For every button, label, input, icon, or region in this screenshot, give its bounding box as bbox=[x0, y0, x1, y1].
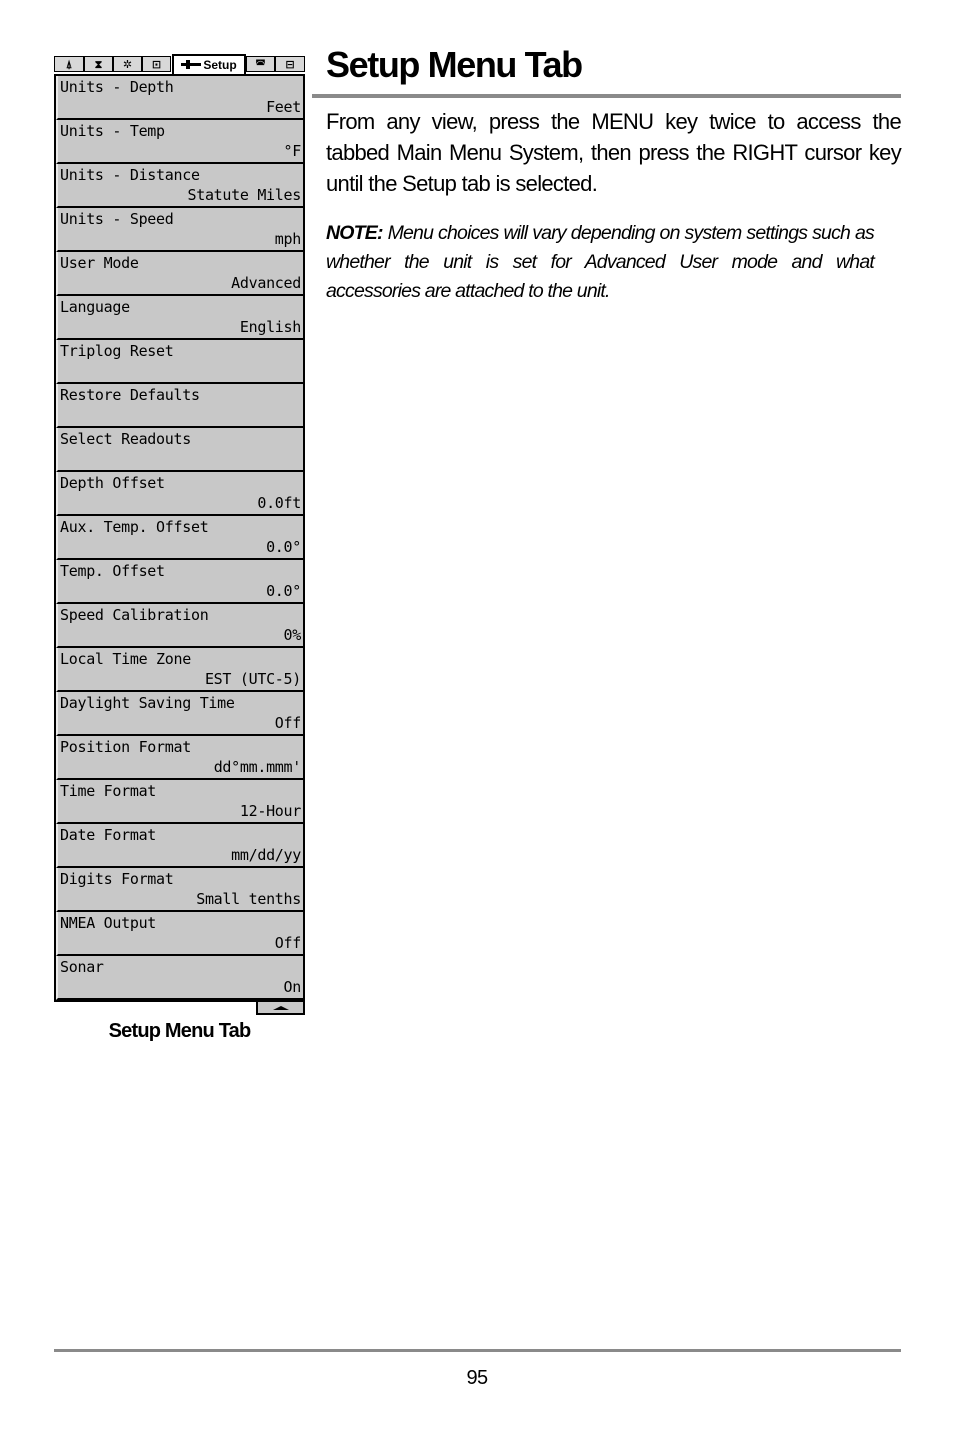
menu-tab-bar bbox=[54, 54, 305, 74]
menu-item-label: Depth Offset bbox=[60, 474, 165, 492]
menu-item-label: NMEA Output bbox=[60, 914, 157, 932]
menu-item-aux-temp-offset[interactable] bbox=[56, 516, 303, 560]
tab-setup-label: Setup bbox=[203, 58, 237, 72]
note-text: Menu choices will vary depending on system settings such as whether the unit is set for Advanced User mode and what accessories are attached to the unit. bbox=[326, 222, 874, 302]
menu-item-date-format[interactable] bbox=[56, 824, 303, 868]
menu-item-local-time-zone[interactable] bbox=[56, 648, 303, 692]
setup-menu-screenshot bbox=[54, 54, 305, 1002]
menu-item-value: dd°mm.mmm' bbox=[213, 758, 301, 776]
menu-item-label: Daylight Saving Time bbox=[60, 694, 235, 712]
menu-item-depth-offset[interactable] bbox=[56, 472, 303, 516]
menu-item-triplog-reset[interactable] bbox=[56, 340, 303, 384]
menu-item-value: Feet bbox=[266, 98, 301, 116]
views-icon: ⊡ bbox=[151, 57, 162, 71]
menu-item-value: 0.0ft bbox=[257, 494, 301, 512]
menu-item-label: Aux. Temp. Offset bbox=[60, 518, 209, 536]
menu-item-value: Advanced bbox=[231, 274, 301, 292]
scroll-up-icon bbox=[273, 1006, 289, 1010]
menu-item-user-mode[interactable] bbox=[56, 252, 303, 296]
menu-item-label: Language bbox=[60, 298, 130, 316]
menu-item-value: On bbox=[283, 978, 301, 996]
menu-item-label: User Mode bbox=[60, 254, 139, 272]
menu-item-speed-calibration[interactable] bbox=[56, 604, 303, 648]
menu-item-label: Triplog Reset bbox=[60, 342, 174, 360]
menu-item-label: Restore Defaults bbox=[60, 386, 200, 404]
section-title: Setup Menu Tab bbox=[326, 44, 582, 85]
menu-item-nmea-output[interactable] bbox=[56, 912, 303, 956]
menu-item-value: Off bbox=[274, 714, 301, 732]
figure-caption: Setup Menu Tab bbox=[108, 1020, 251, 1042]
menu-item-label: Local Time Zone bbox=[60, 650, 191, 668]
menu-item-value: Statute Miles bbox=[187, 186, 301, 204]
menu-item-value: mph bbox=[274, 230, 301, 248]
note-paragraph bbox=[326, 219, 874, 306]
tab-sonar-image[interactable] bbox=[246, 56, 275, 72]
title-rule bbox=[312, 94, 901, 98]
tab-accessories[interactable] bbox=[275, 56, 305, 72]
menu-item-label: Units - Temp bbox=[60, 122, 165, 140]
menu-item-label: Select Readouts bbox=[60, 430, 191, 448]
footer-rule bbox=[54, 1349, 901, 1352]
menu-item-label: Temp. Offset bbox=[60, 562, 165, 580]
tab-setup[interactable] bbox=[172, 54, 246, 74]
menu-item-units-temp[interactable] bbox=[56, 120, 303, 164]
tab-views[interactable] bbox=[142, 56, 171, 72]
tab-sonar[interactable] bbox=[113, 56, 142, 72]
menu-item-units-speed[interactable] bbox=[56, 208, 303, 252]
menu-item-value: Off bbox=[274, 934, 301, 952]
sonar-image-icon: ◚ bbox=[255, 57, 266, 71]
menu-item-restore-defaults[interactable] bbox=[56, 384, 303, 428]
menu-item-value: °F bbox=[283, 142, 301, 160]
menu-item-value: 0.0° bbox=[266, 538, 301, 556]
navigation-icon: ⧗ bbox=[94, 57, 103, 71]
menu-item-sonar[interactable] bbox=[56, 956, 303, 1000]
menu-item-label: Position Format bbox=[60, 738, 191, 756]
menu-item-select-readouts[interactable] bbox=[56, 428, 303, 472]
menu-item-position-format[interactable] bbox=[56, 736, 303, 780]
menu-item-value: 0% bbox=[283, 626, 301, 644]
menu-item-label: Time Format bbox=[60, 782, 157, 800]
menu-item-label: Speed Calibration bbox=[60, 606, 209, 624]
menu-item-daylight-saving-time[interactable] bbox=[56, 692, 303, 736]
menu-item-label: Digits Format bbox=[60, 870, 174, 888]
menu-item-value: 0.0° bbox=[266, 582, 301, 600]
page-number: 95 bbox=[466, 1367, 488, 1389]
menu-item-language[interactable] bbox=[56, 296, 303, 340]
menu-item-label: Units - Depth bbox=[60, 78, 174, 96]
menu-item-value: 12-Hour bbox=[239, 802, 301, 820]
menu-item-units-distance[interactable] bbox=[56, 164, 303, 208]
alarms-bell-icon: ⍋ bbox=[65, 57, 73, 71]
menu-item-value: EST (UTC-5) bbox=[204, 670, 301, 688]
menu-item-units-depth[interactable] bbox=[56, 76, 303, 120]
sonar-light-icon: ✲ bbox=[122, 57, 133, 71]
menu-item-value: mm/dd/yy bbox=[231, 846, 301, 864]
menu-item-digits-format[interactable] bbox=[56, 868, 303, 912]
menu-item-label: Units - Distance bbox=[60, 166, 200, 184]
body-paragraph: From any view, press the MENU key twice to access the tabbed Main Menu System, then press the RIGHT cursor key until the Setup tab is selected. bbox=[326, 109, 901, 196]
menu-item-label: Units - Speed bbox=[60, 210, 174, 228]
menu-item-value: Small tenths bbox=[196, 890, 301, 908]
accessories-icon: ⊟ bbox=[285, 57, 295, 71]
setup-menu-list bbox=[54, 74, 305, 1002]
scroll-up-tab[interactable] bbox=[256, 1002, 305, 1015]
menu-item-label: Sonar bbox=[60, 958, 104, 976]
note-label: NOTE: bbox=[326, 222, 383, 244]
tab-navigation[interactable] bbox=[84, 56, 113, 72]
wrench-icon bbox=[181, 60, 201, 70]
menu-item-label: Date Format bbox=[60, 826, 157, 844]
menu-item-value: English bbox=[239, 318, 301, 336]
menu-item-time-format[interactable] bbox=[56, 780, 303, 824]
tab-alarms[interactable] bbox=[54, 56, 84, 72]
menu-item-temp-offset[interactable] bbox=[56, 560, 303, 604]
